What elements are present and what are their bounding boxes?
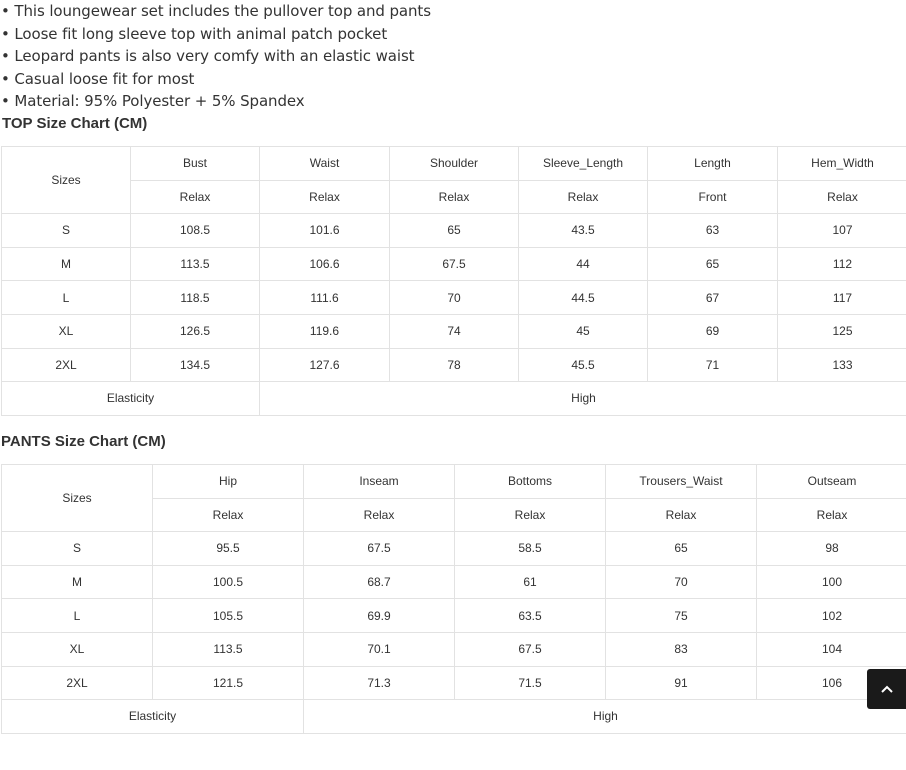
column-header: Waist: [260, 147, 390, 181]
value-cell: 118.5: [131, 281, 260, 315]
table-row: [2, 599, 906, 633]
column-header: Inseam: [304, 465, 455, 499]
size-cell: 2XL: [2, 348, 131, 382]
value-cell: 126.5: [131, 314, 260, 348]
value-cell: 58.5: [455, 532, 606, 566]
product-description: [1, 0, 901, 113]
size-cell: S: [2, 532, 153, 566]
value-cell: 104: [757, 632, 906, 666]
column-header: Length: [648, 147, 778, 181]
table-header-row: [2, 147, 906, 181]
table-header-row: [2, 465, 906, 499]
value-cell: 91: [606, 666, 757, 700]
value-cell: 102: [757, 599, 906, 633]
value-cell: 121.5: [153, 666, 304, 700]
value-cell: 83: [606, 632, 757, 666]
value-cell: 100: [757, 565, 906, 599]
value-cell: 68.7: [304, 565, 455, 599]
fit-cell: Relax: [390, 180, 519, 214]
value-cell: 45.5: [519, 348, 648, 382]
value-cell: 65: [606, 532, 757, 566]
value-cell: 44: [519, 247, 648, 281]
fit-cell: Relax: [778, 180, 906, 214]
value-cell: 112: [778, 247, 906, 281]
value-cell: 44.5: [519, 281, 648, 315]
column-header: Bottoms: [455, 465, 606, 499]
table-row: [2, 532, 906, 566]
table-row: [2, 632, 906, 666]
value-cell: 63: [648, 214, 778, 248]
value-cell: 106.6: [260, 247, 390, 281]
column-header: Hem_Width: [778, 147, 906, 181]
value-cell: 70: [606, 565, 757, 599]
value-cell: 105.5: [153, 599, 304, 633]
table-row: [2, 348, 906, 382]
elasticity-label: Elasticity: [2, 382, 260, 416]
table-row: [2, 247, 906, 281]
value-cell: 113.5: [131, 247, 260, 281]
table-row: [2, 666, 906, 700]
description-bullet: • Casual loose fit for most: [1, 69, 195, 88]
size-cell: XL: [2, 314, 131, 348]
column-header: Shoulder: [390, 147, 519, 181]
value-cell: 127.6: [260, 348, 390, 382]
fit-cell: Relax: [455, 498, 606, 532]
value-cell: 67: [648, 281, 778, 315]
value-cell: 45: [519, 314, 648, 348]
table-row: [2, 314, 906, 348]
value-cell: 63.5: [455, 599, 606, 633]
value-cell: 78: [390, 348, 519, 382]
fit-cell: Relax: [153, 498, 304, 532]
description-bullet: • Loose fit long sleeve top with animal patch pocket: [1, 24, 388, 43]
sizes-header: Sizes: [2, 147, 131, 214]
size-cell: L: [2, 281, 131, 315]
elasticity-value: High: [304, 700, 906, 734]
value-cell: 101.6: [260, 214, 390, 248]
value-cell: 43.5: [519, 214, 648, 248]
value-cell: 108.5: [131, 214, 260, 248]
size-cell: S: [2, 214, 131, 248]
fit-cell: Relax: [757, 498, 906, 532]
back-to-top-button[interactable]: [867, 669, 906, 709]
size-cell: M: [2, 565, 153, 599]
value-cell: 67.5: [390, 247, 519, 281]
pants-size-chart-table: [1, 464, 906, 734]
table-row: [2, 281, 906, 315]
elasticity-label: Elasticity: [2, 700, 304, 734]
value-cell: 125: [778, 314, 906, 348]
value-cell: 71.3: [304, 666, 455, 700]
value-cell: 74: [390, 314, 519, 348]
value-cell: 65: [648, 247, 778, 281]
value-cell: 69.9: [304, 599, 455, 633]
chevron-up-icon: [880, 684, 894, 694]
value-cell: 111.6: [260, 281, 390, 315]
top-size-chart-title: TOP Size Chart (CM): [2, 115, 148, 132]
elasticity-row: [2, 700, 906, 734]
value-cell: 133: [778, 348, 906, 382]
value-cell: 100.5: [153, 565, 304, 599]
description-bullet: • Leopard pants is also very comfy with an elastic waist: [1, 47, 415, 65]
value-cell: 119.6: [260, 314, 390, 348]
column-header: Sleeve_Length: [519, 147, 648, 181]
value-cell: 134.5: [131, 348, 260, 382]
elasticity-value: High: [260, 382, 906, 416]
value-cell: 67.5: [304, 532, 455, 566]
size-cell: M: [2, 247, 131, 281]
value-cell: 70.1: [304, 632, 455, 666]
size-cell: 2XL: [2, 666, 153, 700]
fit-cell: Relax: [260, 180, 390, 214]
pants-size-chart-title: PANTS Size Chart (CM): [1, 433, 166, 450]
table-fit-row: [2, 180, 906, 214]
description-bullet: • Material: 95% Polyester + 5% Spandex: [1, 92, 305, 110]
elasticity-row: [2, 382, 906, 416]
sizes-header: Sizes: [2, 465, 153, 532]
description-bullet: • This loungewear set includes the pullover top and pants: [1, 2, 431, 20]
size-cell: L: [2, 599, 153, 633]
value-cell: 61: [455, 565, 606, 599]
value-cell: 70: [390, 281, 519, 315]
fit-cell: Front: [648, 180, 778, 214]
value-cell: 71.5: [455, 666, 606, 700]
value-cell: 98: [757, 532, 906, 566]
value-cell: 106: [757, 666, 906, 700]
value-cell: 69: [648, 314, 778, 348]
value-cell: 95.5: [153, 532, 304, 566]
value-cell: 65: [390, 214, 519, 248]
value-cell: 71: [648, 348, 778, 382]
column-header: Hip: [153, 465, 304, 499]
column-header: Outseam: [757, 465, 906, 499]
fit-cell: Relax: [304, 498, 455, 532]
column-header: Trousers_Waist: [606, 465, 757, 499]
fit-cell: Relax: [519, 180, 648, 214]
fit-cell: Relax: [131, 180, 260, 214]
column-header: Bust: [131, 147, 260, 181]
value-cell: 75: [606, 599, 757, 633]
top-size-chart-table: [1, 146, 906, 416]
table-row: [2, 214, 906, 248]
fit-cell: Relax: [606, 498, 757, 532]
value-cell: 67.5: [455, 632, 606, 666]
size-cell: XL: [2, 632, 153, 666]
table-row: [2, 565, 906, 599]
value-cell: 117: [778, 281, 906, 315]
value-cell: 113.5: [153, 632, 304, 666]
value-cell: 107: [778, 214, 906, 248]
